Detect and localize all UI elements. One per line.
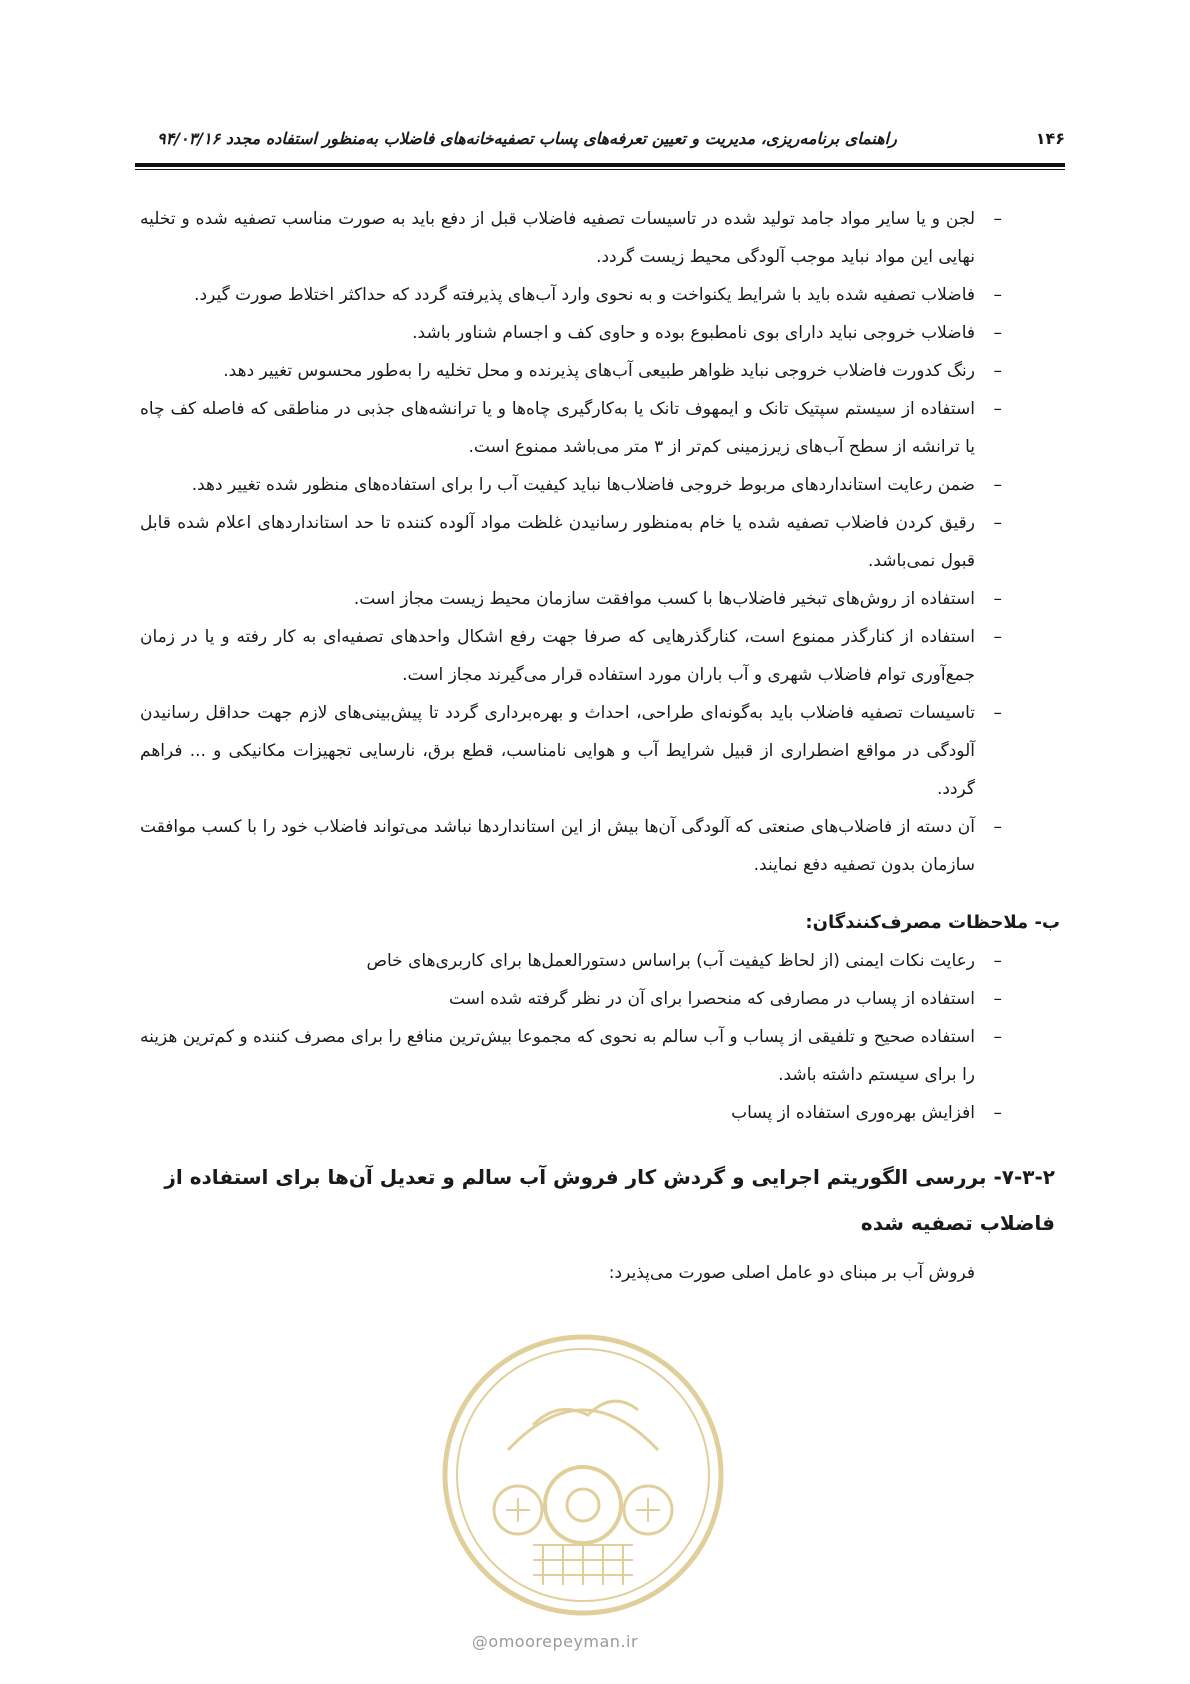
list-item: – استفاده صحیح و تلفیقی از پساب و آب سالم به نحوی که مجموعا بیش‌ترین منافع را برای مصرف کننده و کم‌ترین هزینه را برای سیستم داشته باشد.	[140, 1018, 1060, 1094]
dash-bullet: –	[993, 627, 1002, 647]
dash-bullet: –	[993, 513, 1002, 533]
header-rule-thick	[135, 163, 1065, 167]
dash-bullet: –	[993, 475, 1002, 495]
dash-bullet: –	[993, 1027, 1002, 1047]
running-title	[135, 129, 897, 148]
dash-bullet: –	[993, 399, 1002, 419]
watermark-url: @omoorepeyman.ir	[471, 1632, 639, 1651]
page-content	[140, 200, 1060, 1292]
list-item: – رقیق کردن فاضلاب تصفیه شده یا خام به‌منظور رسانیدن غلظت مواد آلوده کننده تا حد استانداردهای اعلام شده قابل قبول نمی‌باشد.	[140, 504, 1060, 580]
list-item: – استفاده از روش‌های تبخیر فاضلاب‌ها با کسب موافقت سازمان محیط زیست مجاز است.	[140, 580, 1060, 618]
dash-bullet: –	[993, 1103, 1002, 1123]
regulations-list	[140, 200, 1060, 884]
dash-bullet: –	[993, 989, 1002, 1009]
list-item: – استفاده از پساب در مصارفی که منحصرا برای آن در نظر گرفته شده است	[140, 980, 1060, 1018]
dash-bullet: –	[993, 951, 1002, 971]
header-rule-thin	[135, 169, 1065, 170]
body-paragraph: فروش آب بر مبنای دو عامل اصلی صورت می‌پذیرد:	[608, 1263, 975, 1283]
section-heading: ۷-۳-۲- بررسی الگوریتم اجرایی و گردش کار فروش آب سالم و تعدیل آن‌ها برای استفاده از فاضلاب تصفیه شده	[164, 1165, 1055, 1235]
dash-bullet: –	[993, 817, 1002, 837]
list-item: – رنگ کدورت فاضلاب خروجی نباید ظواهر طبیعی آب‌های پذیرنده و محل تخلیه را به‌طور محسوس تغییر دهد.	[140, 352, 1060, 390]
list-item: – استفاده از کنارگذر ممنوع است، کنارگذرهایی که صرفا جهت رفع اشکال واحدهای تصفیه‌ای به کار رفته و یا در زمان جمع‌آوری توام فاضلاب شهری و آب باران مورد استفاده قرار می‌گیرند مجاز است.	[140, 618, 1060, 694]
page-header	[135, 125, 1065, 155]
list-item: – لجن و یا سایر مواد جامد تولید شده در تاسیسات تصفیه فاضلاب قبل از دفع باید به صورت مناسب تصفیه شده و تخلیه نهایی این مواد نباید موجب آلودگی محیط زیست گردد.	[140, 200, 1060, 276]
header-date: ۹۴/۰۳/۱۶	[157, 129, 221, 148]
dash-bullet: –	[993, 703, 1002, 723]
list-item: – رعایت نکات ایمنی (از لحاظ کیفیت آب) براساس دستورالعمل‌ها برای کاربری‌های خاص	[140, 942, 1060, 980]
dash-bullet: –	[993, 323, 1002, 343]
list-item: – فاضلاب خروجی نباید دارای بوی نامطبوع بوده و حاوی کف و اجسام شناور باشد.	[140, 314, 1060, 352]
list-item: – تاسیسات تصفیه فاضلاب باید به‌گونه‌ای طراحی، احداث و بهره‌برداری گردد تا پیش‌بینی‌های لازم جهت حداقل رسانیدن آلودگی در مواقع اضطراری از قبیل شرایط آب و هوایی نامناسب، قطع برق، نارسایی تجهیزات مکانیکی و ... فراهم گردد.	[140, 694, 1060, 808]
page-number: ۱۴۶	[1035, 129, 1065, 148]
list-item: – ضمن رعایت استانداردهای مربوط خروجی فاضلاب‌ها نباید کیفیت آب را برای استفاده‌های منظور شده تغییر دهد.	[140, 466, 1060, 504]
dash-bullet: –	[993, 209, 1002, 229]
list-item: – فاضلاب تصفیه شده باید با شرایط یکنواخت و به نحوی وارد آب‌های پذیرفته گردد که حداکثر اختلاط صورت گیرد.	[140, 276, 1060, 314]
dash-bullet: –	[993, 361, 1002, 381]
section-b-title: ب- ملاحظات مصرف‌کنندگان:	[805, 912, 1060, 933]
list-item: – استفاده از سیستم سپتیک تانک و ایمهوف تانک یا به‌کارگیری چاه‌ها و یا ترانشه‌های جذبی در مناطقی که فاصله کف چاه یا ترانشه از سطح آب‌های زیرزمینی کم‌تر از ۳ متر می‌باشد ممنوع است.	[140, 390, 1060, 466]
list-item: – افزایش بهره‌وری استفاده از پساب	[140, 1094, 1060, 1132]
omoorepeyman-stamp-logo	[438, 1330, 728, 1620]
header-title: راهنمای برنامه‌ریزی، مدیریت و تعیین تعرفه‌های پساب تصفیه‌خانه‌های فاضلاب به‌منظور استفاده مجدد	[225, 129, 897, 148]
list-item: – آن دسته از فاضلاب‌های صنعتی که آلودگی آن‌ها بیش از این استانداردها نباشد می‌تواند فاضلاب خود را با کسب موافقت سازمان بدون تصفیه دفع نمایند.	[140, 808, 1060, 884]
dash-bullet: –	[993, 285, 1002, 305]
consumer-considerations-list	[140, 942, 1060, 1132]
dash-bullet: –	[993, 589, 1002, 609]
